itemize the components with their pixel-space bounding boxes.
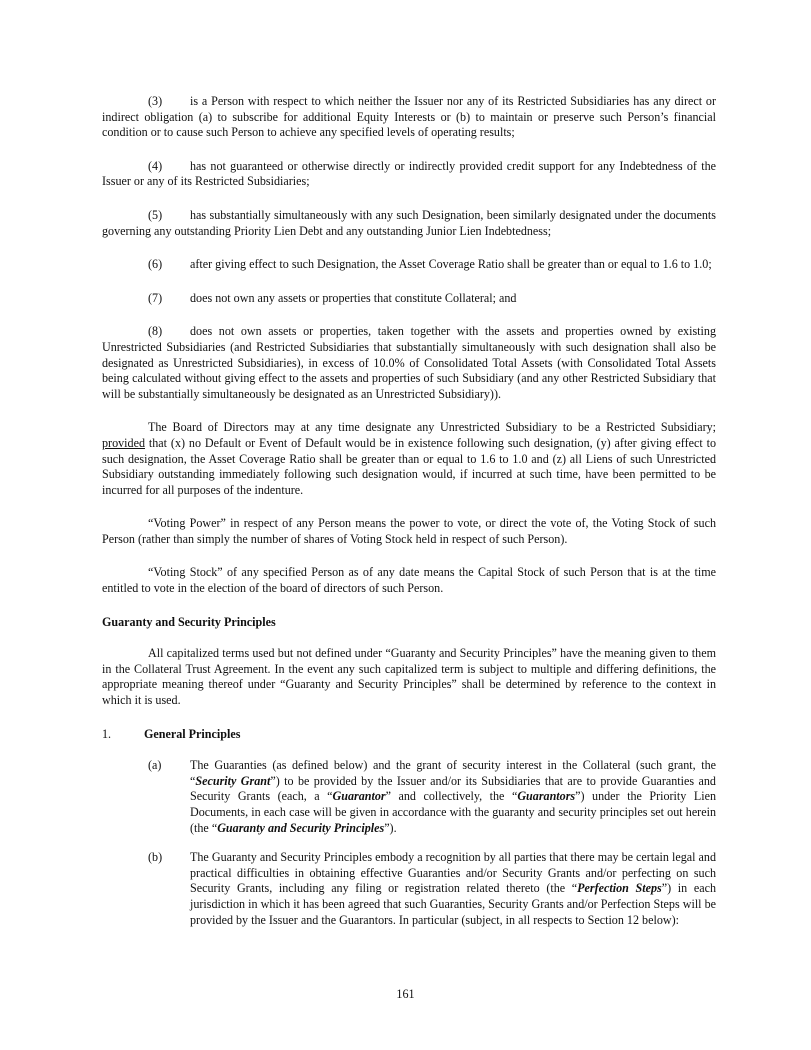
voting-stock-definition: “Voting Stock” of any specified Person as of any date means the Capital Stock of such Person that is at the time entitled to vote in the election of the board of directors of such Person. — [102, 565, 716, 596]
section-heading: Guaranty and Security Principles — [102, 614, 276, 629]
clause-text: is a Person with respect to which neither the Issuer nor any of its Restricted Subsidiaries has any direct or indirect obligation (a) to subscribe for additional Equity Interests or (b) to maintain or preserve such Person’s financial condition or to cause such Person to achieve any specified levels of operating results; — [102, 94, 716, 140]
section-title: General Principles — [144, 726, 241, 741]
clause-4 — [102, 159, 716, 190]
clause-text: does not own assets or properties, taken together with the assets and properties owned by existing Unrestricted Subsidiaries (and Restricted Subsidiaries that substantially simultaneously with such designation shall also be designated as Unrestricted Subsidiaries), in excess of 10.0% of Consolidated Total Assets (with Consolidated Total Assets being calculated without giving effect to the assets and properties of such Subsidiary (and any other Restricted Subsidiary that will be substantially simultaneously be designated as an Unrestricted Subsidiary)). — [102, 324, 716, 401]
document-page — [102, 94, 716, 942]
subsection-body: The Guaranties (as defined below) and the grant of security interest in the Collateral (such grant, the “Security Grant”) to be provided by the Issuer and/or its Subsidiaries that are to provide Guaranties and Security Grants (each, a “Guarantor” and collectively, the “Guarantors”) under the Priority Lien Documents, in each case will be given in accordance with the guaranty and security principles set out herein (the “Guaranty and Security Principles”). — [190, 758, 716, 835]
clause-3 — [102, 94, 716, 141]
clause-text: has substantially simultaneously with any such Designation, been similarly designated under the documents governing any outstanding Priority Lien Debt and any outstanding Junior Lien Indebtedness; — [102, 207, 716, 238]
clause-7 — [102, 291, 716, 307]
clause-5 — [102, 208, 716, 239]
provided-term: provided — [102, 435, 145, 450]
board-text-start: The Board of Directors may at any time designate any Unrestricted Subsidiary to be a Restricted Subsidiary; — [148, 420, 716, 435]
clause-6 — [102, 257, 716, 273]
board-designation-paragraph — [102, 420, 716, 498]
clause-number: (6) — [148, 257, 163, 272]
clause-8 — [102, 324, 716, 402]
subsection-a — [148, 758, 716, 836]
clause-number: (7) — [148, 290, 163, 305]
intro-paragraph: All capitalized terms used but not defined under “Guaranty and Security Principles” have the meaning given to them in the Collateral Trust Agreement. In the event any such capitalized term is subject to multiple and differing definitions, the appropriate meaning thereof under “Guaranty and Security Principles” shall be determined by reference to the context in which it is used. — [102, 646, 716, 708]
clause-text: has not guaranteed or otherwise directly or indirectly provided credit support for any Indebtedness of the Issuer or any of its Restricted Subsidiaries; — [102, 158, 716, 189]
subsection-label: (a) — [148, 758, 162, 773]
page-number: 161 — [396, 987, 415, 1001]
section-1-title — [102, 727, 716, 743]
clause-text: after giving effect to such Designation, the Asset Coverage Ratio shall be greater than or equal to 1.6 to 1.0; — [190, 257, 712, 272]
clause-number: (4) — [148, 158, 163, 173]
subsection-b — [148, 850, 716, 928]
clause-text: does not own any assets or properties that constitute Collateral; and — [190, 290, 517, 305]
subsection-body: The Guaranty and Security Principles embody a recognition by all parties that there may be certain legal and practical difficulties in obtaining effective Guaranties and/or Security Grants and/or perfecting on such Security Grants, including any filing or registration related thereto (the “Perfection Steps”) in each jurisdiction in which it has been agreed that such Guaranties, Security Grants and/or Perfection Steps will be provided by the Issuer and the Guarantors. In particular (subject, in all respects to Section 12 below): — [190, 850, 716, 927]
clause-number: (3) — [148, 94, 163, 108]
subsection-label: (b) — [148, 850, 163, 865]
board-text-rest: that (x) no Default or Event of Default would be in existence following such designation, (y) after giving effect to such designation, the Asset Coverage Ratio shall be greater than or equal to 1.6 to 1.0 and (z) all Liens of such Unrestricted Subsidiary outstanding immediately following such designation would, if incurred at such time, have been permitted to be incurred for all purposes of the indenture. — [102, 435, 716, 497]
voting-power-definition: “Voting Power” in respect of any Person means the power to vote, or direct the vote of, the Voting Stock of such Person (rather than simply the number of shares of Voting Stock held in respect of such Person). — [102, 516, 716, 546]
clause-number: (5) — [148, 207, 163, 222]
section-number: 1. — [102, 726, 112, 741]
clause-number: (8) — [148, 324, 163, 339]
